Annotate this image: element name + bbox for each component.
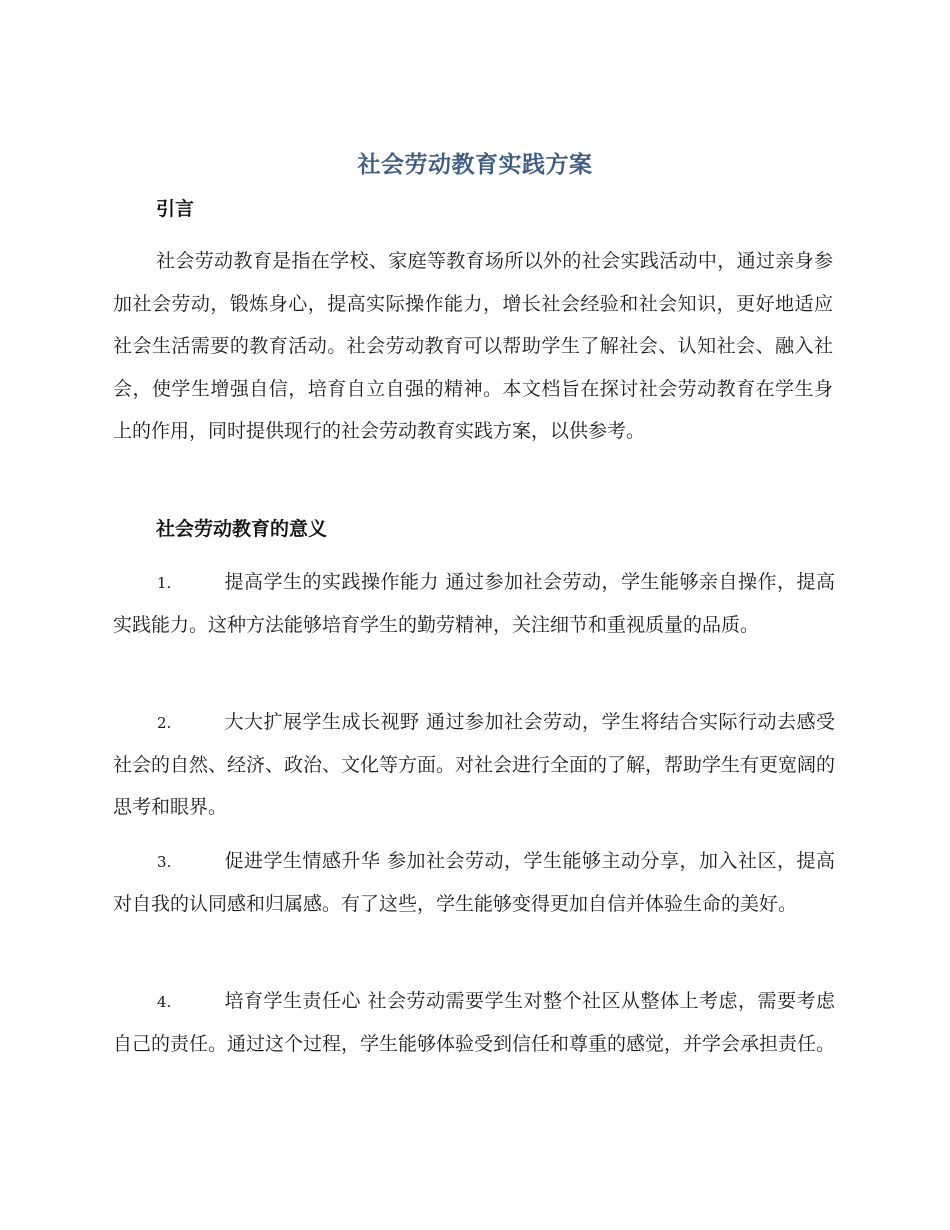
list-item [113, 701, 835, 828]
list-item-text: 培育学生责任心 社会劳动需要学生对整个社区从整体上考虑，需要考虑自己的责任。通过这个过程，学生能够体验受到信任和尊重的感觉，并学会承担责任。 [113, 990, 836, 1055]
list-item-number: 2. [157, 714, 172, 732]
intro-paragraph: 社会劳动教育是指在学校、家庭等教育场所以外的社会实践活动中，通过亲身参加社会劳动，锻炼身心，提高实际操作能力，增长社会经验和社会知识，更好地适应社会生活需要的教育活动。社会劳动教育可以帮助学生了解社会、认知社会、融入社会，使学生增强自信，培育自立自强的精神。本文档旨在探讨社会劳动教育在学生身上的作用，同时提供现行的社会劳动教育实践方案，以供参考。 [113, 250, 833, 443]
list-item [113, 840, 835, 925]
meaning-heading: 社会劳动教育的意义 [156, 518, 328, 540]
list-item [113, 561, 835, 646]
intro-heading: 引言 [156, 198, 195, 220]
list-item-number: 3. [157, 853, 172, 871]
list-item-number: 4. [157, 993, 172, 1011]
list-item-text: 提高学生的实践操作能力 通过参加社会劳动，学生能够亲自操作，提高实践能力。这种方法能够培育学生的勤劳精神，关注细节和重视质量的品质。 [113, 571, 835, 636]
list-item-text: 大大扩展学生成长视野 通过参加社会劳动，学生将结合实际行动去感受社会的自然、经济、政治、文化等方面。对社会进行全面的了解，帮助学生有更宽阔的思考和眼界。 [113, 711, 836, 818]
list-item-text: 促进学生情感升华 参加社会劳动，学生能够主动分享，加入社区，提高对自我的认同感和归属感。有了这些，学生能够变得更加自信并体验生命的美好。 [113, 850, 835, 915]
list-item-number: 1. [157, 574, 172, 592]
document-title: 社会劳动教育实践方案 [357, 152, 593, 178]
list-item [113, 980, 835, 1065]
